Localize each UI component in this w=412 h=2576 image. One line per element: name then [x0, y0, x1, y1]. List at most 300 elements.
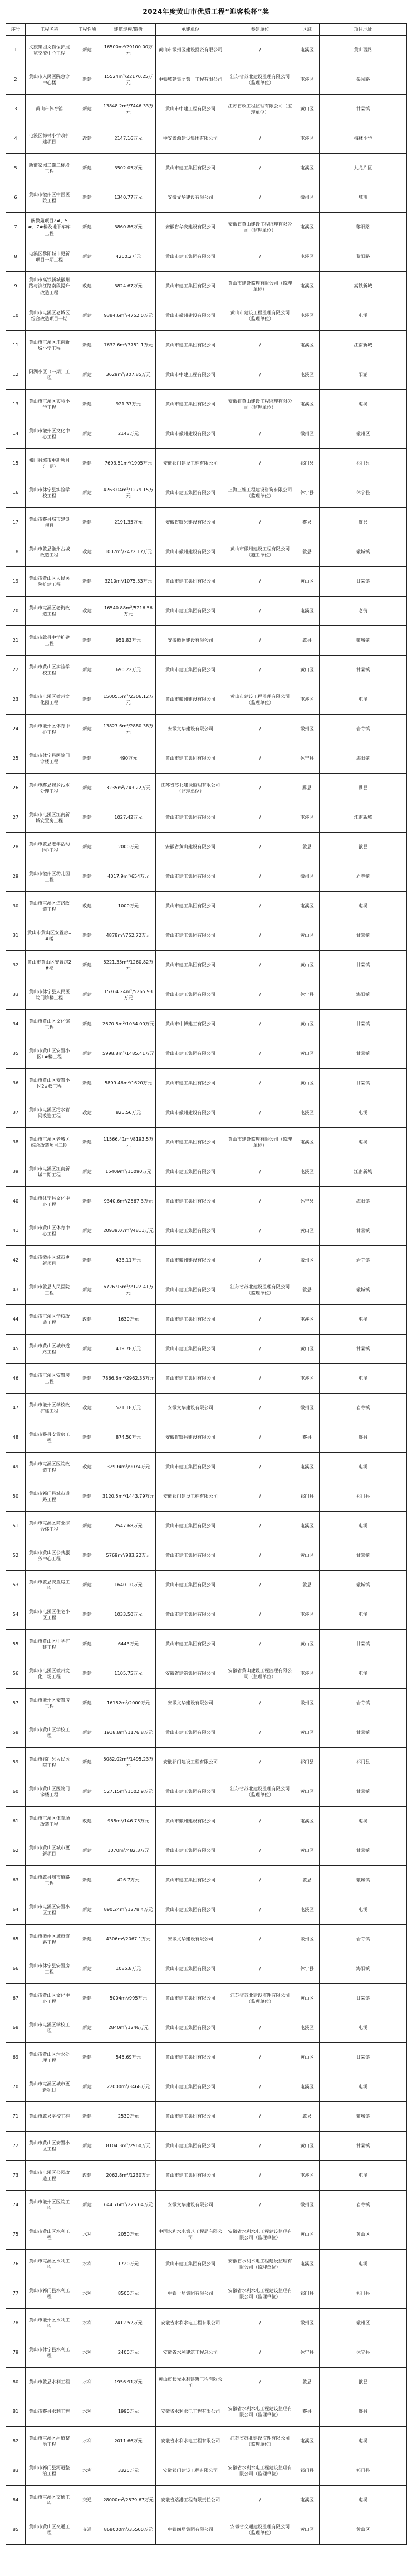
cell-scale: 4017.9m²/654万元 [101, 862, 156, 892]
cell-index: 20 [6, 597, 26, 626]
cell-participant: / [225, 154, 295, 183]
cell-participant: / [225, 2309, 295, 2338]
cell-project-name: 黄山市黄山区安置小区1#楼工程 [26, 1039, 73, 1069]
table-row [6, 833, 407, 862]
cell-address: 栗园路 [320, 65, 407, 95]
cell-project-name: 黄山市黟县安置房工程 [26, 1423, 73, 1453]
cell-address: 徽城镇 [320, 2102, 407, 2132]
cell-project-name: 黄山市徽州区水利工程 [26, 2309, 73, 2338]
cell-contractor: 黄山市建工集团有限公司 [156, 1335, 225, 1364]
cell-district: 歙县 [295, 1571, 320, 1600]
cell-participant: 黄山市建设工程监理有限公司（监理单位） [225, 301, 295, 331]
cell-index: 63 [6, 1866, 26, 1895]
cell-participant: / [225, 508, 295, 537]
cell-scale: 5899.46m²/1620万元 [101, 1069, 156, 1098]
cell-contractor: 安徽祁门建设工程有限公司 [156, 449, 225, 478]
cell-index: 48 [6, 1423, 26, 1453]
cell-address: 屯溪 [320, 685, 407, 715]
cell-nature: 新建 [73, 685, 101, 715]
cell-district: 黄山区 [295, 2043, 320, 2072]
cell-participant: 江苏省政工程监理有限公司（监理单位） [225, 95, 295, 124]
cell-participant: / [225, 1453, 295, 1482]
table-row [6, 1305, 407, 1335]
cell-project-name: 黄山市屯溪区医院改造工程 [26, 1453, 73, 1482]
cell-address: 屯溪 [320, 1512, 407, 1541]
cell-contractor: 安徽省黄山建设有限公司 [156, 833, 225, 862]
cell-project-name: 黄山市体育馆 [26, 95, 73, 124]
cell-participant: / [225, 2013, 295, 2043]
cell-address: 屯溪 [320, 390, 407, 419]
cell-address: 江南新城 [320, 1157, 407, 1187]
table-row [6, 1777, 407, 1807]
cell-scale: 1630万元 [101, 1305, 156, 1335]
cell-participant: / [225, 1954, 295, 1984]
cell-project-name: 黄山市屯溪区体育场改造工程 [26, 1807, 73, 1836]
cell-participant: / [225, 1482, 295, 1512]
table-row [6, 685, 407, 715]
cell-index: 78 [6, 2309, 26, 2338]
cell-address: 黄山区 [320, 2515, 407, 2545]
document-title: 2024年度黄山市优质工程“迎客松杯”奖 [143, 8, 269, 16]
cell-nature: 改建 [73, 1394, 101, 1423]
cell-district: 屯溪区 [295, 360, 320, 390]
cell-address: 祁门县 [320, 1482, 407, 1512]
cell-project-name: 黄山市徽州区安置房工程 [26, 1689, 73, 1718]
cell-index: 49 [6, 1453, 26, 1482]
cell-nature: 新建 [73, 1630, 101, 1659]
cell-nature: 新建 [73, 2132, 101, 2161]
cell-nature: 水利 [73, 2338, 101, 2368]
cell-participant: / [225, 1925, 295, 1954]
cell-district: 祁门县 [295, 449, 320, 478]
cell-district: 屯溪区 [295, 154, 320, 183]
table-row [6, 626, 407, 656]
cell-index: 59 [6, 1748, 26, 1777]
cell-nature: 新建 [73, 626, 101, 656]
cell-address: 徽州区 [320, 419, 407, 449]
table-body [6, 36, 407, 2545]
cell-nature: 水利 [73, 2397, 101, 2427]
cell-contractor: 黄山市建工集团有限公司 [156, 1364, 225, 1394]
cell-district: 徽州区 [295, 2309, 320, 2338]
table-row [6, 1984, 407, 2013]
cell-district: 屯溪区 [295, 685, 320, 715]
cell-scale: 1033.50万元 [101, 1600, 156, 1630]
cell-nature: 水利 [73, 2279, 101, 2309]
cell-scale: 921.37万元 [101, 390, 156, 419]
table-row [6, 1335, 407, 1364]
cell-index: 77 [6, 2279, 26, 2309]
cell-participant: / [225, 1541, 295, 1571]
cell-address: 甘棠镇 [320, 656, 407, 685]
cell-address: 徽城镇 [320, 1866, 407, 1895]
table-row [6, 360, 407, 390]
cell-participant: 安徽省水利水电工程建设监理有限公司（监理单位） [225, 2220, 295, 2250]
cell-district: 黄山区 [295, 656, 320, 685]
cell-project-name: 黄山市屯溪区商业综合体工程 [26, 1512, 73, 1541]
cell-scale: 951.83万元 [101, 626, 156, 656]
cell-nature: 新建 [73, 36, 101, 65]
cell-scale: 1027.42万元 [101, 803, 156, 833]
cell-scale: 1085.8万元 [101, 1954, 156, 1984]
cell-district: 歙县 [295, 2102, 320, 2132]
cell-contractor: 黄山市建工集团有限公司 [156, 242, 225, 272]
cell-index: 12 [6, 360, 26, 390]
cell-index: 52 [6, 1541, 26, 1571]
cell-scale: 2412.52万元 [101, 2309, 156, 2338]
cell-index: 67 [6, 1984, 26, 2013]
cell-participant: / [225, 2338, 295, 2368]
cell-scale: 8104.3m²/2960万元 [101, 2132, 156, 2161]
award-table [6, 23, 407, 2545]
cell-nature: 水利 [73, 2250, 101, 2279]
table-row [6, 1482, 407, 1512]
cell-address: 甘棠镇 [320, 1335, 407, 1364]
cell-address: 岩寺镇 [320, 2191, 407, 2220]
cell-contractor: 黄山市建工集团有限公司 [156, 1895, 225, 1925]
cell-district: 屯溪区 [295, 2427, 320, 2456]
table-row [6, 1246, 407, 1275]
cell-scale: 13848.2m²/7446.33万元 [101, 95, 156, 124]
cell-index: 40 [6, 1187, 26, 1216]
cell-nature: 新建 [73, 921, 101, 951]
cell-participant: / [225, 331, 295, 360]
cell-contractor: 安徽祁门建设工程有限公司 [156, 2456, 225, 2486]
cell-nature: 新建 [73, 1246, 101, 1275]
cell-participant: / [225, 921, 295, 951]
cell-address: 徽城镇 [320, 537, 407, 567]
cell-district: 屯溪区 [295, 1600, 320, 1630]
cell-nature: 新建 [73, 1659, 101, 1689]
cell-address: 海阳镇 [320, 1954, 407, 1984]
table-row [6, 1600, 407, 1630]
cell-contractor: 黄山市建工集团有限公司 [156, 1836, 225, 1866]
cell-index: 31 [6, 921, 26, 951]
cell-project-name: 黄山市歙县城市道路工程 [26, 1866, 73, 1895]
cell-contractor: 黄山市建工集团有限公司 [156, 597, 225, 626]
cell-participant: / [225, 2161, 295, 2191]
cell-scale: 11566.41m²/8193.5万元 [101, 1128, 156, 1157]
cell-scale: 2191.35万元 [101, 508, 156, 537]
cell-contractor: 黄山市建工集团有限公司 [156, 154, 225, 183]
cell-index: 7 [6, 213, 26, 242]
cell-district: 屯溪区 [295, 892, 320, 921]
cell-address: 甘棠镇 [320, 1216, 407, 1246]
cell-project-name: 黄山市屯溪区道路改造工程 [26, 892, 73, 921]
cell-project-name: 黄山市黄山区水利工程 [26, 2220, 73, 2250]
cell-participant: / [225, 1246, 295, 1275]
cell-nature: 交通 [73, 2515, 101, 2545]
cell-index: 29 [6, 862, 26, 892]
table-row [6, 921, 407, 951]
cell-participant: / [225, 2368, 295, 2397]
cell-index: 61 [6, 1807, 26, 1836]
table-row [6, 390, 407, 419]
cell-address: 屯溪 [320, 2250, 407, 2279]
cell-address: 屯溪 [320, 1600, 407, 1630]
cell-address: 甘棠镇 [320, 2132, 407, 2161]
table-row [6, 892, 407, 921]
cell-project-name: 黄山市屯溪区江南新城小学工程 [26, 331, 73, 360]
cell-index: 81 [6, 2397, 26, 2427]
cell-index: 56 [6, 1659, 26, 1689]
cell-project-name: 黄山市徽州区城市更新项目 [26, 1246, 73, 1275]
cell-contractor: 黄山市中建工程有限公司 [156, 360, 225, 390]
cell-scale: 15524m²/22170.25万元 [101, 65, 156, 95]
cell-district: 徽州区 [295, 1394, 320, 1423]
cell-project-name: 黄山市徽州区体育中心工程 [26, 715, 73, 744]
table-row [6, 2102, 407, 2132]
cell-district: 黄山区 [295, 2220, 320, 2250]
cell-participant: / [225, 1187, 295, 1216]
cell-scale: 16182m²/2000万元 [101, 1689, 156, 1718]
cell-participant: / [225, 1630, 295, 1659]
cell-nature: 新建 [73, 1748, 101, 1777]
cell-address: 屯溪 [320, 2161, 407, 2191]
cell-nature: 改建 [73, 1453, 101, 1482]
cell-scale: 3629m²/807.85万元 [101, 360, 156, 390]
cell-scale: 3120.5m²/1443.79万元 [101, 1482, 156, 1512]
cell-contractor: 黄山市建工集团有限公司 [156, 2102, 225, 2132]
cell-nature: 改建 [73, 1098, 101, 1128]
cell-address: 海阳镇 [320, 980, 407, 1010]
cell-district: 黄山区 [295, 1216, 320, 1246]
cell-district: 祁门县 [295, 1748, 320, 1777]
table-row [6, 2515, 407, 2545]
cell-nature: 新建 [73, 803, 101, 833]
cell-project-name: 黄山市屯溪区江南新城二期工程 [26, 1157, 73, 1187]
cell-nature: 新建 [73, 1216, 101, 1246]
cell-scale: 2062.8m²/1230万元 [101, 2161, 156, 2191]
cell-scale: 16500m²/29100.00万元 [101, 36, 156, 65]
table-header-row [6, 24, 407, 36]
cell-nature: 改建 [73, 2161, 101, 2191]
cell-project-name: 黄山市休宁县文化中心工程 [26, 1187, 73, 1216]
cell-district: 屯溪区 [295, 1659, 320, 1689]
table-row [6, 154, 407, 183]
cell-nature: 新建 [73, 1541, 101, 1571]
cell-contractor: 黄山市建工集团有限公司 [156, 1777, 225, 1807]
cell-contractor: 黄山市建工集团有限公司 [156, 567, 225, 597]
cell-contractor: 黄山市徽州建设有限公司 [156, 419, 225, 449]
cell-participant: 安徽省黄山建设工程监理有限公司（监理单位） [225, 213, 295, 242]
cell-scale: 521.18万元 [101, 1394, 156, 1423]
cell-address: 甘棠镇 [320, 1630, 407, 1659]
table-row [6, 2043, 407, 2072]
cell-index: 72 [6, 2132, 26, 2161]
cell-scale: 3325万元 [101, 2456, 156, 2486]
table-row [6, 2250, 407, 2279]
cell-scale: 2147.16万元 [101, 124, 156, 154]
cell-nature: 新建 [73, 390, 101, 419]
cell-contractor: 黄山市建工集团有限公司 [156, 2250, 225, 2279]
cell-contractor: 黄山市徽州建设有限公司 [156, 1098, 225, 1128]
cell-district: 祁门县 [295, 2279, 320, 2309]
cell-participant: / [225, 1039, 295, 1069]
cell-scale: 1990万元 [101, 2397, 156, 2427]
cell-nature: 新建 [73, 2013, 101, 2043]
cell-nature: 新建 [73, 478, 101, 508]
table-row [6, 36, 407, 65]
cell-nature: 改建 [73, 537, 101, 567]
cell-nature: 新建 [73, 1010, 101, 1039]
header-cell-scale: 建筑规模/造价 [101, 24, 156, 36]
cell-contractor: 黄山市建工集团有限公司 [156, 1571, 225, 1600]
cell-contractor: 黄山市建工集团有限公司 [156, 1128, 225, 1157]
cell-nature: 新建 [73, 1777, 101, 1807]
cell-participant: 安徽省黄山建设工程监理有限公司（监理单位） [225, 390, 295, 419]
cell-district: 休宁县 [295, 744, 320, 774]
cell-index: 4 [6, 124, 26, 154]
cell-contractor: 黄山市建工集团有限公司 [156, 331, 225, 360]
cell-project-name: 黄山市屯溪区老城区综合改造项目二期 [26, 1128, 73, 1157]
cell-contractor: 黄山市徽州建设有限公司 [156, 301, 225, 331]
table-row [6, 597, 407, 626]
cell-project-name: 黄山市黄山区文化中心工程 [26, 1984, 73, 2013]
cell-nature: 新建 [73, 2102, 101, 2132]
cell-contractor: 黄山市建工集团有限公司 [156, 2161, 225, 2191]
table-row [6, 2309, 407, 2338]
cell-scale: 874.50万元 [101, 1423, 156, 1453]
cell-nature: 新建 [73, 183, 101, 213]
cell-contractor: 中铁城建集团第一工程有限公司 [156, 65, 225, 95]
cell-participant: / [225, 1394, 295, 1423]
table-row [6, 1069, 407, 1098]
cell-scale: 890.24m²/1278.4万元 [101, 1895, 156, 1925]
cell-contractor: 安徽省建筑集团有限公司 [156, 1659, 225, 1689]
cell-nature: 新建 [73, 1128, 101, 1157]
cell-nature: 改建 [73, 892, 101, 921]
cell-nature: 水利 [73, 2309, 101, 2338]
cell-project-name: 黄山市徽州区学校改扩建工程 [26, 1394, 73, 1423]
table-row [6, 508, 407, 537]
cell-contractor: 安徽省水利水电工程有限公司 [156, 2427, 225, 2456]
cell-nature: 新建 [73, 715, 101, 744]
cell-scale: 2011.66万元 [101, 2427, 156, 2456]
table-row [6, 2456, 407, 2486]
cell-scale: 7866.6m²/2962.35万元 [101, 1364, 156, 1394]
cell-district: 徽州区 [295, 2191, 320, 2220]
cell-scale: 5221.35m²/1260.82万元 [101, 951, 156, 980]
cell-nature: 新建 [73, 242, 101, 272]
cell-contractor: 安徽省华安建设有限公司 [156, 213, 225, 242]
cell-address: 屯溪 [320, 1364, 407, 1394]
cell-index: 50 [6, 1482, 26, 1512]
cell-contractor: 黄山市建工集团有限公司 [156, 892, 225, 921]
cell-project-name: 黄山市休宁县安置房工程 [26, 1954, 73, 1984]
cell-address: 黟县 [320, 2397, 407, 2427]
cell-nature: 新建 [73, 1423, 101, 1453]
cell-project-name: 黄山市徽州区文化中心工程 [26, 419, 73, 449]
cell-address: 甘棠镇 [320, 1984, 407, 2013]
cell-nature: 改建 [73, 1807, 101, 1836]
table-row [6, 2427, 407, 2456]
cell-address: 屯溪 [320, 1807, 407, 1836]
cell-nature: 新建 [73, 862, 101, 892]
cell-project-name: 黄山市歙县老年活动中心工程 [26, 833, 73, 862]
cell-participant: 安徽省水利水电工程建设监理有限公司（监理单位） [225, 2250, 295, 2279]
header-cell-participant: 参建单位 [225, 24, 295, 36]
cell-index: 53 [6, 1571, 26, 1600]
header-cell-index: 序号 [6, 24, 26, 36]
cell-district: 黄山区 [295, 567, 320, 597]
cell-scale: 5004m²/995万元 [101, 1984, 156, 2013]
cell-project-name: 黄山市黄山区公共服务中心工程 [26, 1541, 73, 1571]
cell-address: 甘棠镇 [320, 2043, 407, 2072]
cell-scale: 4306m²/2067.1万元 [101, 1925, 156, 1954]
cell-district: 屯溪区 [295, 272, 320, 301]
cell-contractor: 黄山市建工集团有限公司 [156, 1630, 225, 1659]
table-row [6, 1689, 407, 1718]
cell-district: 屯溪区 [295, 124, 320, 154]
cell-contractor: 黄山市建工集团有限公司 [156, 1541, 225, 1571]
cell-district: 黄山区 [295, 1836, 320, 1866]
cell-address: 海阳镇 [320, 1187, 407, 1216]
cell-address: 岩寺镇 [320, 1394, 407, 1423]
cell-contractor: 安徽省水利水电工程有限公司 [156, 2397, 225, 2427]
cell-project-name: 黄山市屯溪区老街改造工程 [26, 597, 73, 626]
cell-participant: 安徽省水利水电工程建设监理有限公司（监理单位） [225, 2456, 295, 2486]
cell-nature: 新建 [73, 774, 101, 803]
cell-nature: 改建 [73, 124, 101, 154]
cell-contractor: 安徽文华建设有限公司 [156, 1925, 225, 1954]
cell-contractor: 黄山市建工集团有限公司 [156, 1984, 225, 2013]
cell-district: 黄山区 [295, 2515, 320, 2545]
cell-address: 黄山区 [320, 2220, 407, 2250]
cell-contractor: 黄山市徽州建设有限公司 [156, 537, 225, 567]
cell-project-name: 黄山市黄山区实验学校工程 [26, 656, 73, 685]
cell-district: 祁门县 [295, 2456, 320, 2486]
cell-scale: 1007m²/2472.17万元 [101, 537, 156, 567]
cell-participant: / [225, 2043, 295, 2072]
cell-participant: / [225, 1807, 295, 1836]
cell-index: 69 [6, 2043, 26, 2072]
cell-district: 徽州区 [295, 862, 320, 892]
cell-index: 35 [6, 1039, 26, 1069]
cell-contractor: 黄山市建工集团有限公司 [156, 1600, 225, 1630]
cell-index: 10 [6, 301, 26, 331]
cell-project-name: 文旅集团文物保护展览交流中心工程 [26, 36, 73, 65]
cell-nature: 新建 [73, 951, 101, 980]
cell-nature: 新建 [73, 1364, 101, 1394]
cell-scale: 2143万元 [101, 419, 156, 449]
cell-participant: / [225, 892, 295, 921]
cell-index: 22 [6, 656, 26, 685]
cell-district: 歙县 [295, 2368, 320, 2397]
cell-index: 6 [6, 183, 26, 213]
cell-index: 60 [6, 1777, 26, 1807]
cell-district: 屯溪区 [295, 65, 320, 95]
cell-contractor: 安徽徽州建设有限公司 [156, 626, 225, 656]
cell-index: 62 [6, 1836, 26, 1866]
cell-scale: 1918.8m²/1176.8万元 [101, 1718, 156, 1748]
cell-index: 5 [6, 154, 26, 183]
cell-district: 屯溪区 [295, 1807, 320, 1836]
cell-index: 64 [6, 1895, 26, 1925]
cell-district: 黄山区 [295, 1039, 320, 1069]
table-row [6, 1187, 407, 1216]
cell-address: 黎阳路 [320, 213, 407, 242]
cell-participant: / [225, 951, 295, 980]
cell-contractor: 黄山市建工集团有限公司 [156, 744, 225, 774]
cell-participant: / [225, 1010, 295, 1039]
cell-address: 黟县 [320, 1423, 407, 1453]
cell-nature: 新建 [73, 1512, 101, 1541]
cell-scale: 2840m²/1246万元 [101, 2013, 156, 2043]
cell-project-name: 黄山市屯溪区学校改造工程 [26, 1305, 73, 1335]
cell-project-name: 黄山市徽州区幼儿园工程 [26, 862, 73, 892]
cell-district: 休宁县 [295, 1187, 320, 1216]
